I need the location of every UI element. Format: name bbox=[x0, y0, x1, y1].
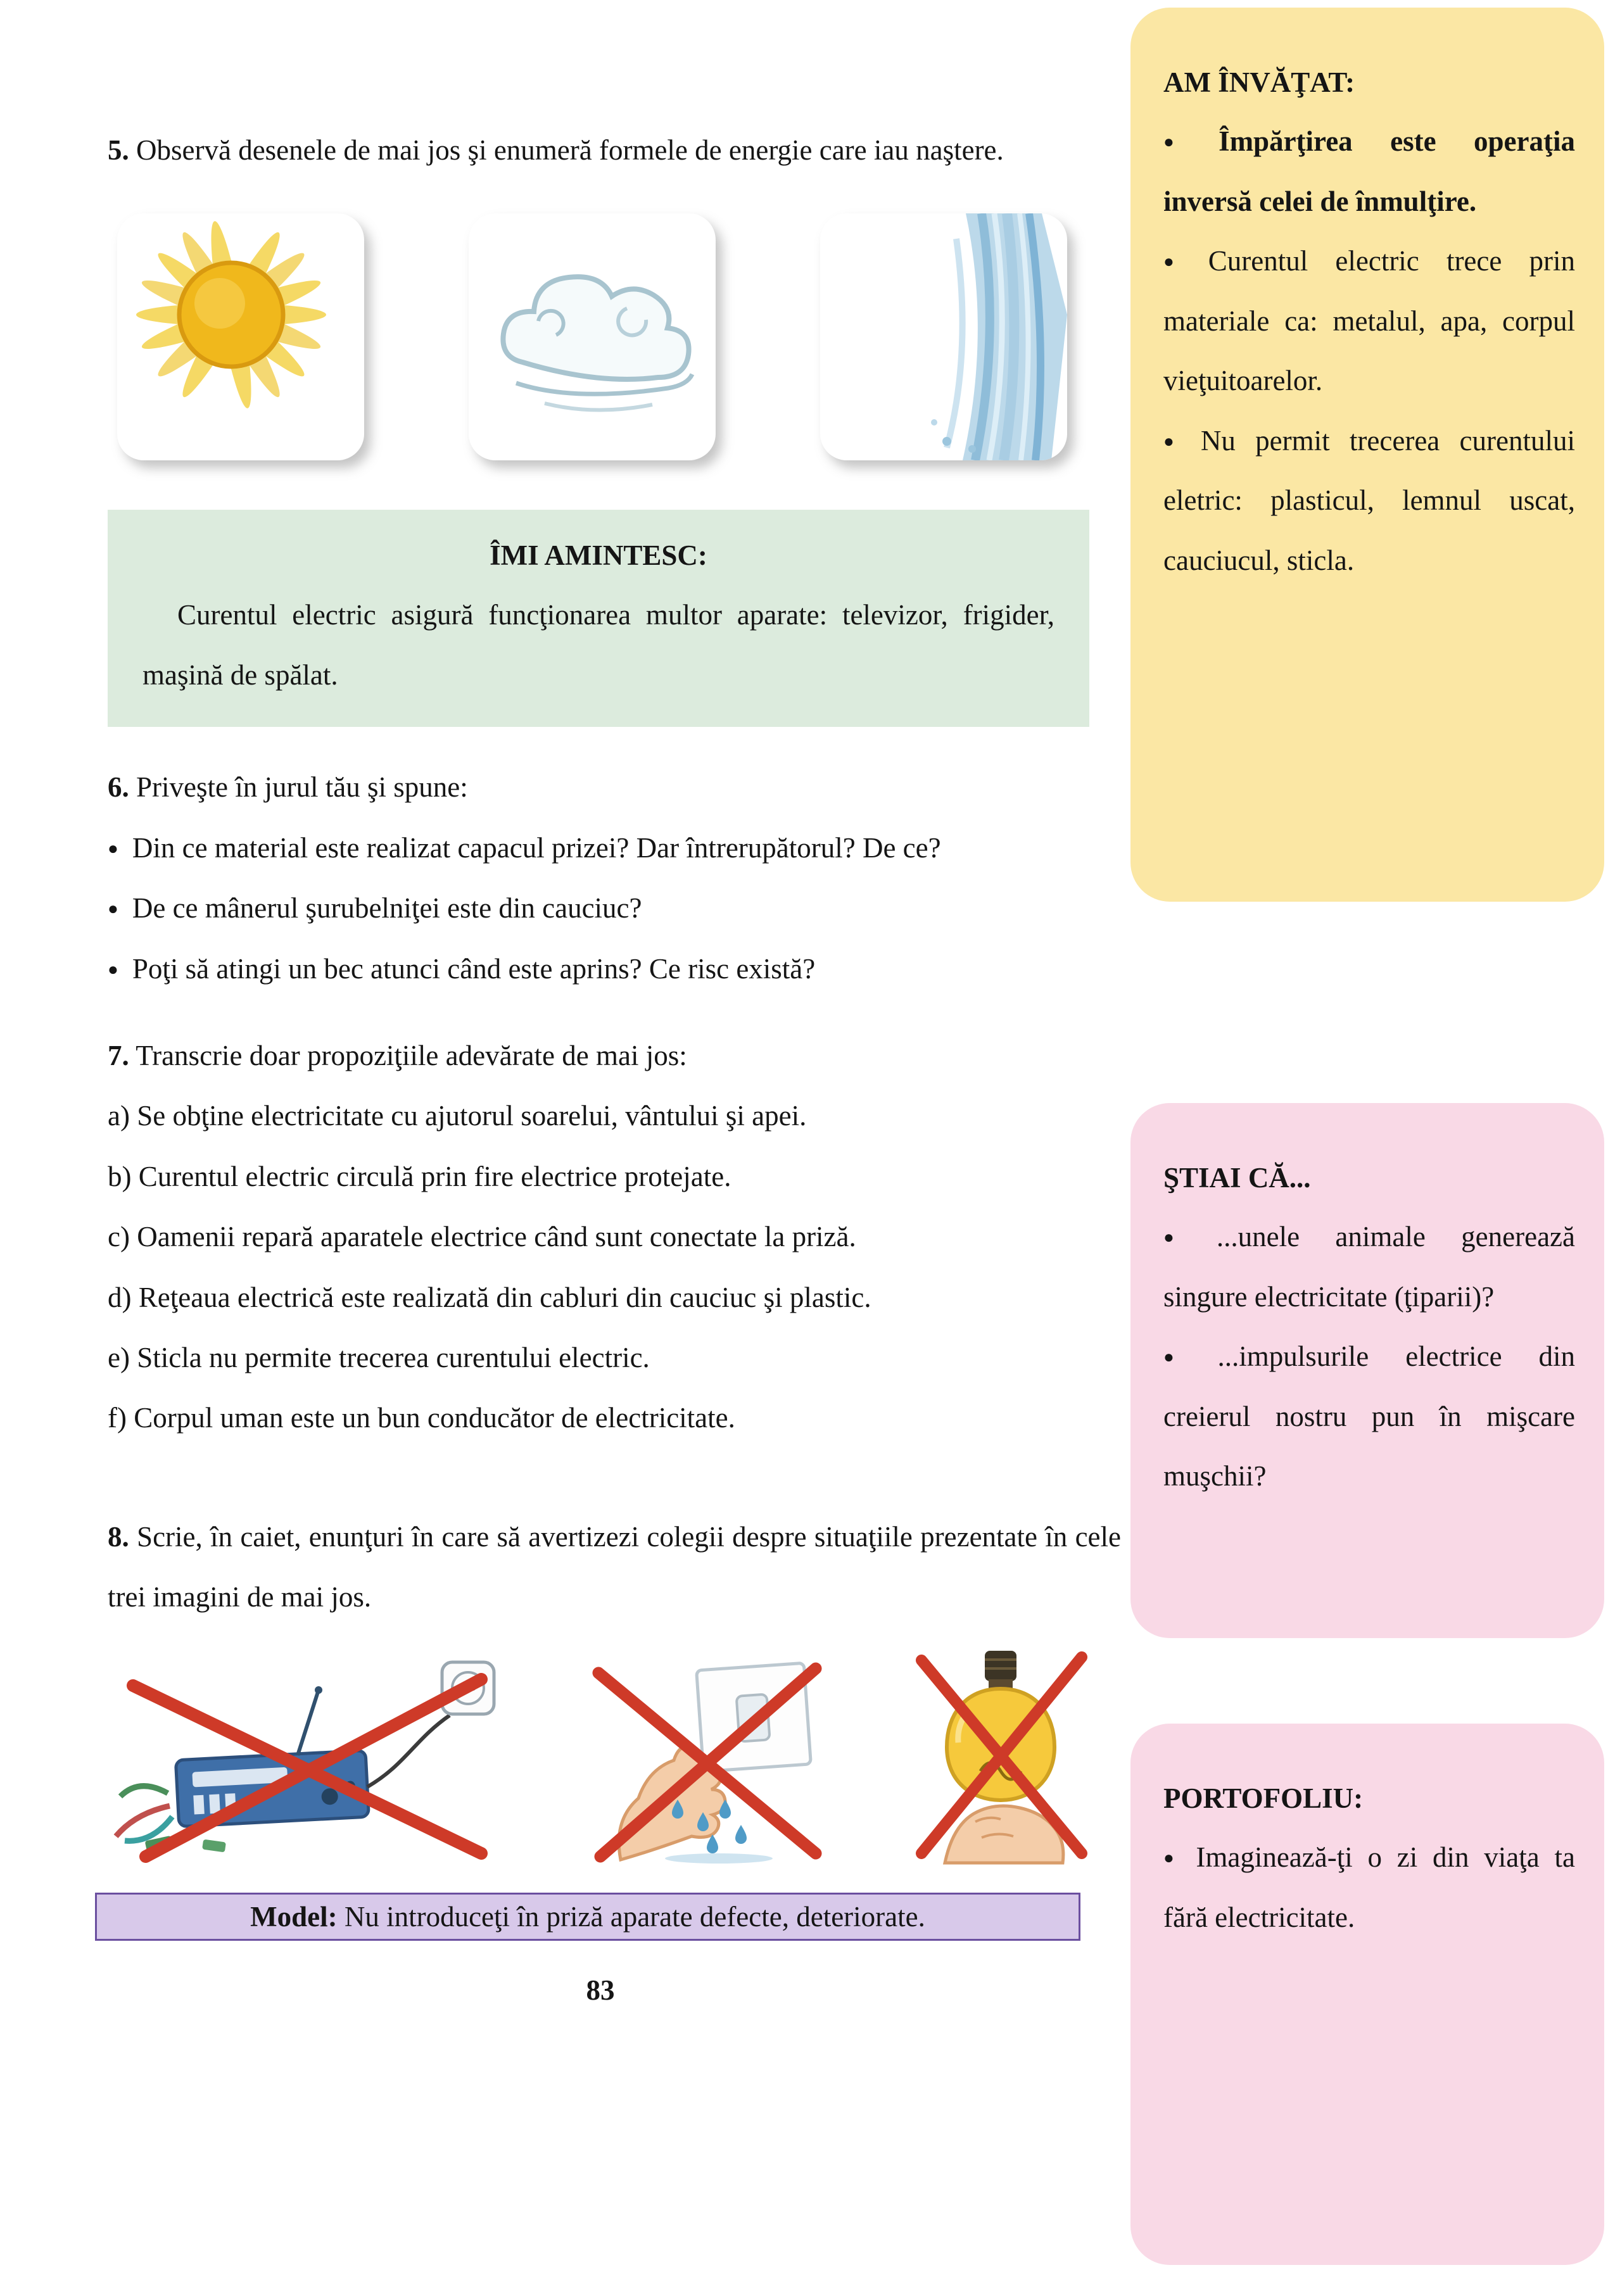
waterfall-icon bbox=[820, 213, 1067, 460]
bullet-icon bbox=[1163, 1841, 1196, 1873]
learned-bullet-text: Curentul electric trece prin materiale ca: metalul, apa, corpul vieţuitoarelor. bbox=[1163, 245, 1575, 397]
learned-bullet bbox=[1163, 111, 1575, 231]
learned-bullet-text: Împărţirea este operaţia inversă celei de înmulţire. bbox=[1163, 125, 1575, 217]
bullet-icon bbox=[1163, 425, 1201, 457]
exercise7-item-e: e) Sticla nu permite trecerea curentului electric. bbox=[108, 1341, 650, 1373]
learned-bullet-text: Nu permit trecerea curentului eletric: plasticul, lemnul uscat, cauciucul, sticla. bbox=[1163, 424, 1575, 576]
bullet-icon bbox=[1163, 245, 1208, 277]
exercise7-text: Transcrie doar propoziţiile adevărate de mai jos: bbox=[136, 1039, 687, 1071]
did-you-know-bullet-text: ...unele animale generează singure electricitate (ţiparii)? bbox=[1163, 1221, 1575, 1313]
exercise6 bbox=[108, 757, 1121, 999]
bullet-icon bbox=[108, 953, 132, 985]
exercise6-bullet-text: De ce mânerul şurubelniţei este din cauciuc? bbox=[132, 892, 642, 924]
wet-hand-figure bbox=[583, 1651, 830, 1866]
exercise8-text: Scrie, în caiet, enunţuri în care să avertizezi colegii despre situaţiile prezentate în cele trei imagini de mai jos. bbox=[108, 1520, 1121, 1613]
bullet-icon bbox=[1163, 1340, 1218, 1372]
did-you-know-bullet-text: ...impulsurile electrice din creierul nostru pun în mişcare muşchii? bbox=[1163, 1340, 1575, 1492]
exercise7-item-d: d) Reţeaua electrică este realizată din cabluri din cauciuc şi plastic. bbox=[108, 1281, 871, 1313]
exercise6-number: 6. bbox=[108, 771, 129, 804]
exercise8-statement bbox=[108, 1507, 1121, 1628]
portfolio-bullet bbox=[1163, 1827, 1575, 1947]
damaged-device-crossed-icon bbox=[108, 1651, 507, 1866]
hot-bulb-crossed-icon bbox=[906, 1644, 1096, 1866]
did-you-know-box bbox=[1130, 1103, 1604, 1638]
bullet-icon bbox=[1163, 125, 1219, 157]
exercise5-image-row bbox=[117, 213, 1121, 460]
sun-image-card bbox=[117, 213, 364, 460]
exercise7-statement bbox=[108, 1026, 1121, 1086]
model-box bbox=[95, 1893, 1080, 1941]
exercise5-text: Observă desenele de mai jos şi enumeră formele de energie care iau naştere. bbox=[136, 134, 1004, 166]
damaged-device-figure bbox=[108, 1651, 507, 1866]
wind-cloud-image-card bbox=[469, 213, 716, 460]
exercise7-number: 7. bbox=[108, 1039, 129, 1071]
exercise6-statement bbox=[108, 757, 1121, 817]
exercise6-bullet-text: Din ce material este realizat capacul prizei? Dar întrerupătorul? De ce? bbox=[132, 831, 941, 864]
hot-bulb-figure bbox=[906, 1644, 1096, 1866]
sun-icon bbox=[117, 213, 364, 460]
learned-bullet bbox=[1163, 411, 1575, 591]
exercise6-text: Priveşte în jurul tău şi spune: bbox=[136, 771, 468, 804]
model-box-label: Model: bbox=[250, 1900, 338, 1933]
portfolio-bullet-text: Imaginează-ţi o zi din viaţa ta fără electricitate. bbox=[1163, 1841, 1575, 1933]
wind-cloud-icon bbox=[469, 213, 716, 460]
exercise5-number: 5. bbox=[108, 134, 129, 166]
exercise6-bullet bbox=[108, 818, 1121, 878]
portfolio-box bbox=[1130, 1724, 1604, 2265]
remember-box bbox=[108, 510, 1089, 727]
bullet-icon bbox=[1163, 1221, 1217, 1252]
did-you-know-bullet bbox=[1163, 1207, 1575, 1327]
portfolio-box-title: PORTOFOLIU: bbox=[1163, 1782, 1364, 1814]
exercise7-item-a: a) Se obţine electricitate cu ajutorul soarelui, vântului şi apei. bbox=[108, 1100, 807, 1132]
wet-hand-crossed-icon bbox=[583, 1651, 830, 1866]
exercise6-bullet bbox=[108, 878, 1121, 938]
learned-box-title: AM ÎNVĂŢAT: bbox=[1163, 66, 1355, 98]
exercise6-bullet-text: Poţi să atingi un bec atunci când este aprins? Ce risc există? bbox=[132, 952, 816, 985]
bullet-icon bbox=[108, 892, 132, 924]
learned-box bbox=[1130, 8, 1604, 902]
exercise8-image-row bbox=[108, 1644, 1096, 1866]
page-number: 83 bbox=[586, 1974, 615, 2006]
exercise7-item-b: b) Curentul electric circulă prin fire electrice protejate. bbox=[108, 1160, 731, 1192]
exercise7-item-f: f) Corpul uman este un bun conducător de electricitate. bbox=[108, 1402, 735, 1434]
remember-box-title: ÎMI AMINTESC: bbox=[490, 539, 707, 572]
exercise7-item-c: c) Oamenii repară aparatele electrice când sunt conectate la priză. bbox=[108, 1221, 856, 1253]
main-column bbox=[108, 120, 1121, 2007]
sidebar bbox=[1130, 0, 1604, 2296]
bullet-icon bbox=[108, 832, 132, 864]
exercise6-bullet bbox=[108, 939, 1121, 999]
model-box-text: Nu introduceţi în priză aparate defecte, deteriorate. bbox=[344, 1900, 925, 1933]
exercise8-number: 8. bbox=[108, 1520, 129, 1553]
exercise5-statement bbox=[108, 120, 1121, 180]
remember-box-text: Curentul electric asigură funcţionarea multor aparate: televizor, frigider, maşină de spălat. bbox=[142, 598, 1054, 691]
exercise7 bbox=[108, 1026, 1121, 1449]
did-you-know-title: ŞTIAI CĂ... bbox=[1163, 1162, 1311, 1194]
did-you-know-bullet bbox=[1163, 1327, 1575, 1506]
learned-bullet bbox=[1163, 231, 1575, 411]
waterfall-image-card bbox=[820, 213, 1067, 460]
